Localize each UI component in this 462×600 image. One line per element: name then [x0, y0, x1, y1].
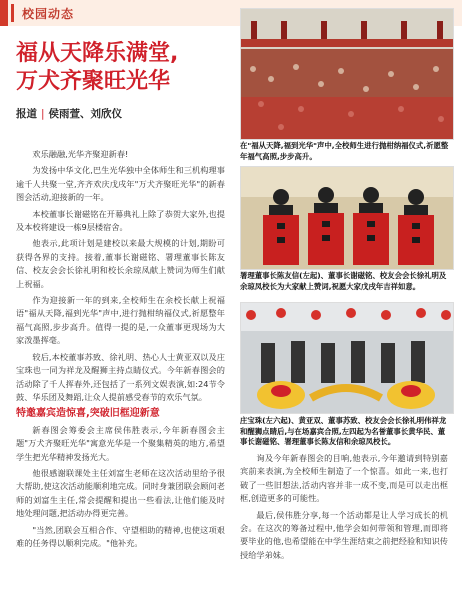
- photo-crowd-hall: [240, 8, 454, 140]
- paragraph: 为发扬中华文化,巴生光华独中全体师生和三机构理事逾千人共聚一堂,齐齐欢庆戊戌年"万犬齐聚旺光华"的新春图会活动,迎接新的一年。: [16, 165, 225, 203]
- byline-authors: 侯雨萱、刘欣仪: [48, 108, 123, 120]
- article-title-line1: 福从天降乐满堂,: [16, 41, 179, 66]
- paragraph: 本校董事长谢磁铭在开幕典礼上除了恭贺大家外,也提及本校将建设一栋9层楼宿舍。: [16, 208, 225, 233]
- byline: 报道 | 侯雨萱、刘欣仪: [16, 108, 123, 120]
- paragraph: 作为迎接新一年的到来,全校师生在余校长献上祝福语"福从天降,福到光华"声中,进行抛柑纳福仪式,祈愿整年福气高照,步步高升。值得一提的是,一众董事更现场为大家泼墨挥毫。: [16, 295, 225, 346]
- paragraph: 最后,侯伟胜分享,每一个活动都是让人学习成长的机会。在这次的筹备过程中,他学会如何带领和管理,而即将要毕业的他,也希望能在中学生涯结束之前把经验和知识传授给学弟妹。: [240, 509, 448, 560]
- article-body-column-2: [240, 452, 448, 565]
- header-accent-bar: [0, 0, 8, 26]
- paragraph: 他表示,此项计划是建校以来最大规模的计划,期盼可获得各界的支持。接着,董事长谢磁铭、署理董事长陈友信、校友会会长徐礼明和校长余琼凤献上赞词为师生们献上祝福。: [16, 238, 225, 289]
- byline-label: 报道: [16, 108, 37, 120]
- paragraph: 他很感谢联课处主任刘富生老师在这次活动里给予很大帮助,使这次活动能顺利地完成。同时身兼团联会顾问老师的刘富生主任,常会提醒和提出一些看法,让他们能及时地处理问题,把活动办得更完善。: [16, 467, 225, 519]
- paragraph: 新春图会筹委会主席侯伟胜表示,今年新春图会主题"万犬齐聚旺光华"寓意光华是一个聚集精英的地方,希望学生把光华精神发扬光大。: [16, 424, 225, 462]
- article-body-column-1: [16, 148, 225, 553]
- paragraph: "当然,团联会互相合作、守望相助的精神,也使这项艰难的任务得以顺利完成。"他补充。: [16, 524, 225, 548]
- photo-caption-1: 在"福从天降,福到光华"声中,全校师生进行抛柑纳福仪式,祈愿整年福气高照,步步高升。: [240, 141, 449, 161]
- article-title: [16, 40, 230, 96]
- section-subhead: 特邀嘉宾造惊喜,突破旧框迎新意: [16, 408, 160, 420]
- paragraph: 询及今年新春图会的目响,他表示,今年邀请到特别嘉宾前来表演,为全校师生制造了一个惊喜。如此一来,也打破了一些旧想法,活动内容并非一成不变,而是可以走出框框,创造更多的可能性。: [240, 453, 448, 504]
- article-title-line2: 万犬齐聚旺光华: [16, 69, 171, 94]
- photo-lion-dance-group: [240, 302, 454, 414]
- photo-caption-2: 署理董事长陈友信(左起)、董事长谢磁铭、校友会会长徐礼明及余琼凤校长为大家献上赞词,祝愿大家戊戌年吉祥如意。: [240, 271, 447, 291]
- paragraph: 欢乐融融,光华齐聚迎新春!: [32, 149, 129, 159]
- photo-caption-3: 庄宝珠(左六起)、黄亚双、董事苏致、校友会会长徐礼明伟祥龙和醒狮点睛后,与在场嘉宾合照,左四起为名誉董事长黄华民、董事长谢磁铭、署理董事长陈友信和余琼凤校长。: [240, 416, 447, 446]
- paragraph: 较后,本校董事苏致、徐礼明、热心人士黄亚双以及庄宝珠也一同为祥龙及醒狮主持点睛仪式。今年新春图会的活动除了千人挥春外,还包括了一系列文娱表演,如:24节令鼓、华乐团及舞蹈,让众人提前感受春节的欢乐气氛。: [16, 351, 225, 402]
- header-accent-bar-thin: [11, 4, 14, 22]
- section-label: 校园动态: [22, 7, 75, 21]
- photo-leaders-calligraphy: [240, 166, 454, 270]
